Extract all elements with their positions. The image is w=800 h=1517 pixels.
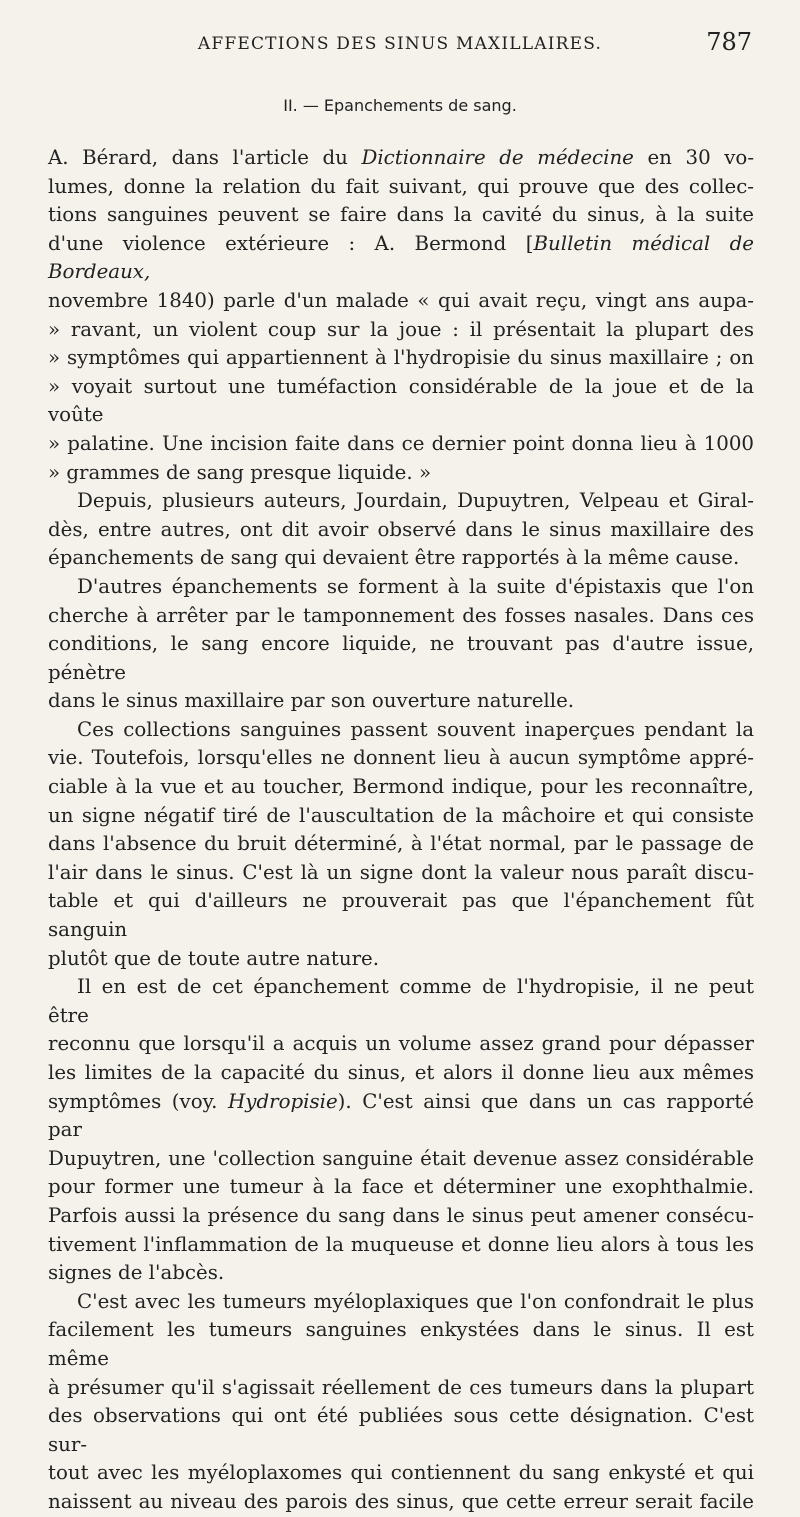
- text-line: des observations qui ont été publiées sous cette désignation. C'est sur-: [48, 1404, 754, 1456]
- text-line: » grammes de sang presque liquide. »: [48, 460, 432, 484]
- text-line: pour former une tumeur à la face et déterminer une exophthalmie.: [48, 1175, 754, 1199]
- text-line: l'air dans le sinus. C'est là un signe dont la valeur nous paraît discu-: [48, 860, 754, 884]
- text-line: symptômes (voy. Hydropisie). C'est ainsi que dans un cas rapporté par: [48, 1089, 755, 1142]
- text-line: lumes, donne la relation du fait suivant, qui prouve que des collec-: [48, 174, 754, 198]
- text-line: table et qui d'ailleurs ne prouverait pas que l'épanchement fût sanguin: [48, 889, 754, 942]
- text-line: tout avec les myéloplaxomes qui contiennent du sang enkysté et qui: [48, 1461, 754, 1485]
- text-line: » symptômes qui appartiennent à l'hydropisie du sinus maxillaire ; on: [48, 346, 754, 370]
- text-line: épanchements de sang qui devaient être rapportés à la même cause.: [48, 546, 740, 570]
- text-line: » ravant, un violent coup sur la joue : il présentait la plupart des: [48, 317, 754, 341]
- text-line: Parfois aussi la présence du sang dans le sinus peut amener consécu-: [48, 1203, 754, 1227]
- text-line: » palatine. Une incision faite dans ce dernier point donna lieu à 1000: [48, 431, 754, 455]
- text-line: ciable à la vue et au toucher, Bermond indique, pour les reconnaître,: [48, 775, 754, 799]
- text-line: tivement l'inflammation de la muqueuse et donne lieu alors à tous les: [48, 1232, 754, 1256]
- text-line: facilement les tumeurs sanguines enkystées dans le sinus. Il est même: [48, 1318, 754, 1370]
- running-title: AFFECTIONS DES SINUS MAXILLAIRES.: [197, 34, 603, 54]
- body-text: [48, 144, 754, 1517]
- text-line: un signe négatif tiré de l'auscultation de la mâchoire et qui consiste: [48, 803, 754, 827]
- text-line: plutôt que de toute autre nature.: [48, 946, 380, 970]
- text-line: reconnu que lorsqu'il a acquis un volume assez grand pour dépasser: [48, 1032, 754, 1056]
- section-heading: II. — Epanchements de sang.: [283, 96, 517, 115]
- text-line: dans l'absence du bruit déterminé, à l'état normal, par le passage de: [48, 832, 754, 856]
- text-line: les limites de la capacité du sinus, et alors il donne lieu aux mêmes: [48, 1061, 754, 1084]
- text-line: Dupuytren, une 'collection sanguine était devenue assez considérable: [48, 1146, 754, 1170]
- text-line: naissent au niveau des parois des sinus, que cette erreur serait facile: [48, 1489, 754, 1513]
- text-line: Ces collections sanguines passent souvent inaperçues pendant la: [77, 717, 754, 741]
- text-line: Depuis, plusieurs auteurs, Jourdain, Dupuytren, Velpeau et Giral-: [77, 489, 754, 513]
- text-line: vie. Toutefois, lorsqu'elles ne donnent lieu à aucun symptôme appré-: [48, 746, 754, 770]
- text-line: C'est avec les tumeurs myéloplaxiques que l'on confondrait le plus: [77, 1289, 754, 1313]
- running-head: [0, 28, 800, 62]
- text-line: signes de l'abcès.: [48, 1261, 225, 1285]
- text-line: dès, entre autres, ont dit avoir observé dans le sinus maxillaire des: [48, 517, 754, 541]
- text-line: D'autres épanchements se forment à la suite d'épistaxis que l'on: [77, 574, 754, 598]
- text-line: » voyait surtout une tuméfaction considérable de la joue et de la voûte: [48, 374, 754, 427]
- text-line: tions sanguines peuvent se faire dans la cavité du sinus, à la suite: [48, 203, 754, 227]
- text-line: conditions, le sang encore liquide, ne trouvant pas d'autre issue, pénètre: [48, 632, 754, 684]
- text-line: Il en est de cet épanchement comme de l'hydropisie, il ne peut être: [48, 975, 754, 1027]
- text-line: novembre 1840) parle d'un malade « qui avait reçu, vingt ans aupa-: [48, 288, 754, 312]
- text-line: à présumer qu'il s'agissait réellement de ces tumeurs dans la plupart: [48, 1375, 754, 1399]
- page-number: 787: [706, 28, 752, 56]
- text-line: A. Bérard, dans l'article du Dictionnaire de médecine en 30 vo-: [48, 146, 755, 169]
- text-line: cherche à arrêter par le tamponnement des fosses nasales. Dans ces: [48, 603, 754, 627]
- text-line: d'une violence extérieure : A. Bermond [Bulletin médical de Bordeaux,: [48, 231, 754, 284]
- text-line: dans le sinus maxillaire par son ouverture naturelle.: [48, 689, 575, 713]
